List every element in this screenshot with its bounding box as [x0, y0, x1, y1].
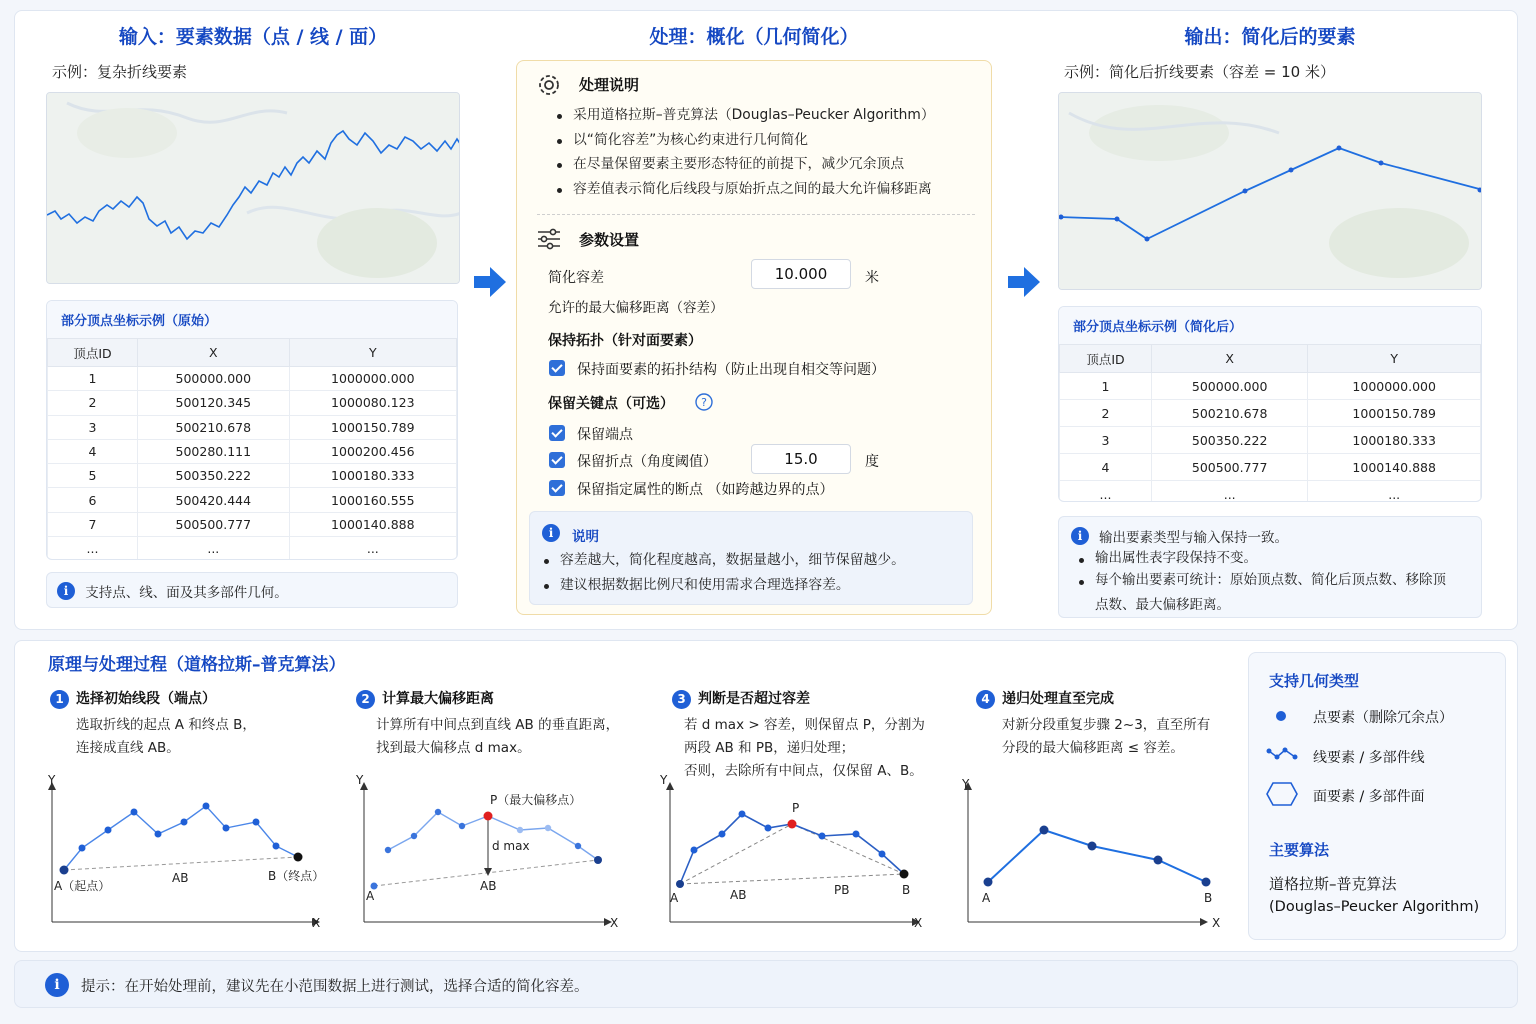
step-2-diagram: [346, 770, 636, 932]
sliders-icon: [535, 225, 563, 253]
step-3-diagram: [650, 770, 940, 932]
x-axis-label: X: [914, 916, 923, 930]
label-pb: PB: [834, 883, 850, 897]
header-id: 顶点ID: [1060, 345, 1152, 373]
desc-list: [553, 103, 935, 201]
step-1-title: 1 选择初始线段（端点）: [50, 688, 216, 709]
info-icon: i: [1071, 527, 1089, 545]
topology-label: 保持拓扑（针对面要素）: [548, 333, 702, 349]
tip-text: 提示：在开始处理前，建议先在小范围数据上进行测试，选择合适的简化容差。: [81, 979, 589, 995]
table-row: [1060, 373, 1481, 400]
table-cell: 500000.000: [1152, 373, 1308, 400]
input-title: 输入：要素数据（点 / 线 / 面）: [118, 26, 388, 48]
table-cell: 500210.678: [1152, 400, 1308, 427]
keep-breaks-checkbox[interactable]: [549, 480, 565, 496]
output-coord-table: [1058, 306, 1482, 502]
process-note: [529, 511, 973, 605]
table-cell: 1000150.789: [1308, 400, 1481, 427]
y-axis-label: Y: [962, 777, 970, 791]
y-axis-label: Y: [356, 773, 364, 787]
table-cell: 3: [48, 415, 138, 439]
table-cell: 2: [1060, 400, 1152, 427]
type-line: 线要素 / 多部件线: [1313, 750, 1425, 766]
step-4-title: 4 递归处理直至完成: [976, 688, 1114, 709]
table-cell: ...: [138, 537, 290, 560]
table-cell: 6: [48, 488, 138, 512]
table-cell: 500500.777: [138, 512, 290, 536]
table-row: [48, 367, 457, 391]
table-row: [48, 537, 457, 560]
table-cell: 500500.777: [1152, 454, 1308, 481]
input-coord-table: [46, 300, 458, 560]
label-a-start: A（起点）: [54, 879, 111, 893]
output-note-first: 输出要素类型与输入保持一致。: [1099, 530, 1288, 546]
table-cell: 500000.000: [138, 367, 290, 391]
step-2-title: 2 计算最大偏移距离: [356, 688, 494, 709]
table-cell: ...: [1308, 481, 1481, 503]
label-b: B: [1204, 891, 1213, 905]
help-icon[interactable]: [694, 392, 714, 412]
header-id: 顶点ID: [48, 339, 138, 367]
header-y: Y: [289, 339, 456, 367]
table-row: [1060, 454, 1481, 481]
type-point: 点要素（删除冗余点）: [1313, 710, 1453, 726]
table-cell: ...: [1060, 481, 1152, 503]
label-p-max: P（最大偏移点）: [490, 793, 582, 807]
label-ab: AB: [480, 879, 497, 893]
list-item: 建议根据数据比例尺和使用需求合理选择容差。: [540, 573, 905, 598]
list-item: 在尽量保留要素主要形态特征的前提下，减少冗余顶点: [553, 152, 935, 177]
label-a: A: [366, 889, 375, 903]
table-row: [1060, 427, 1481, 454]
polyline-icon: [1265, 745, 1299, 763]
table-row: [1060, 481, 1481, 503]
input-example-label: 示例：复杂折线要素: [52, 63, 188, 81]
polygon-icon: [1265, 781, 1299, 807]
list-item: 容差值表示简化后线段与原始折点之间的最大允许偏移距离: [553, 177, 935, 202]
list-item: 以“简化容差”为核心约束进行几何简化: [553, 128, 935, 153]
output-note: [1058, 516, 1482, 618]
table-cell: 1000180.333: [1308, 427, 1481, 454]
table-row: [48, 415, 457, 439]
table-cell: 1000000.000: [289, 367, 456, 391]
table-row: [48, 464, 457, 488]
label-b-end: B（终点）: [268, 869, 325, 883]
keep-bends-label: 保留折点（角度阈值）: [577, 454, 717, 470]
tip-bar: [14, 960, 1518, 1008]
svg-text:?: ?: [701, 396, 707, 409]
table-cell: ...: [1152, 481, 1308, 503]
list-item: 采用道格拉斯–普克算法（Douglas–Peucker Algorithm）: [553, 103, 935, 128]
output-map: [1058, 92, 1482, 290]
step-3-text: 若 d max > 容差，则保留点 P，分割为 两段 AB 和 PB，递归处理； 否则，去除所有中间点，仅保留 A、B。: [684, 717, 925, 779]
table-cell: ...: [48, 537, 138, 560]
label-dmax: d max: [492, 839, 530, 853]
table-cell: 1000200.456: [289, 439, 456, 463]
step-4-diagram: [956, 770, 1228, 932]
table-cell: 1: [1060, 373, 1152, 400]
input-map: [46, 92, 460, 284]
keep-endpoints-checkbox[interactable]: [549, 425, 565, 441]
label-ab: AB: [730, 888, 747, 902]
step-1-text: 选取折线的起点 A 和终点 B， 连接成直线 AB。: [76, 717, 256, 756]
input-table: [47, 338, 457, 560]
table-row: [48, 391, 457, 415]
label-ab: AB: [172, 871, 189, 885]
table-row: [48, 439, 457, 463]
table-cell: 500420.444: [138, 488, 290, 512]
desc-heading: 处理说明: [579, 76, 640, 94]
gear-icon: [535, 71, 563, 99]
type-polygon: 面要素 / 多部件面: [1313, 789, 1425, 805]
output-example-label: 示例：简化后折线要素（容差 = 10 米）: [1064, 63, 1335, 81]
divider: [537, 214, 975, 215]
tolerance-hint: 允许的最大偏移距离（容差）: [548, 300, 724, 316]
info-icon: i: [45, 973, 69, 997]
info-icon: i: [542, 524, 560, 542]
geometry-side-panel: [1248, 652, 1506, 940]
topology-checkbox[interactable]: [549, 360, 565, 376]
table-cell: 5: [48, 464, 138, 488]
table-cell: 1000000.000: [1308, 373, 1481, 400]
input-table-caption: 部分顶点坐标示例（原始）: [47, 301, 457, 338]
table-row: [48, 488, 457, 512]
table-cell: 1000140.888: [289, 512, 456, 536]
header-y: Y: [1308, 345, 1481, 373]
table-cell: 500350.222: [1152, 427, 1308, 454]
keep-endpoints-label: 保留端点: [577, 427, 633, 443]
process-panel: [516, 60, 992, 615]
tolerance-label: 简化容差: [548, 270, 604, 286]
table-cell: 1000180.333: [289, 464, 456, 488]
output-table-caption: 部分顶点坐标示例（简化后）: [1059, 307, 1481, 344]
note-heading: 说明: [572, 529, 599, 545]
algo-name-en: (Douglas–Peucker Algorithm): [1269, 899, 1480, 915]
table-cell: 1000160.555: [289, 488, 456, 512]
output-note-item: 每个输出要素可统计：原始顶点数、简化后顶点数、移除顶: [1075, 569, 1446, 591]
info-icon: i: [57, 582, 75, 600]
table-cell: 4: [1060, 454, 1152, 481]
input-note: [46, 572, 458, 608]
point-icon: [1269, 707, 1295, 725]
y-axis-label: Y: [660, 773, 668, 787]
tolerance-unit: 米: [865, 270, 879, 286]
principle-title: 原理与处理过程（道格拉斯–普克算法）: [48, 655, 346, 675]
process-title: 处理：概化（几何简化）: [649, 26, 859, 48]
list-item: 容差越大，简化程度越高，数据量越小，细节保留越少。: [540, 548, 905, 573]
step-2-text: 计算所有中间点到直线 AB 的垂直距离， 找到最大偏移点 d max。: [376, 717, 620, 756]
header-x: X: [1152, 345, 1308, 373]
algo-heading: 主要算法: [1269, 841, 1330, 859]
note-list: [540, 548, 905, 597]
x-axis-label: X: [1212, 916, 1221, 930]
angle-input[interactable]: 15.0: [751, 444, 851, 474]
input-note-text: 支持点、线、面及其多部件几何。: [85, 585, 288, 601]
x-axis-label: X: [312, 916, 321, 930]
output-title: 输出：简化后的要素: [1184, 26, 1356, 48]
table-row: [48, 512, 457, 536]
tolerance-input[interactable]: 10.000: [751, 259, 851, 289]
keep-bends-checkbox[interactable]: [549, 452, 565, 468]
param-heading: 参数设置: [579, 231, 640, 249]
angle-unit: 度: [865, 454, 879, 470]
x-axis-label: X: [610, 916, 619, 930]
arrow-right-icon: [472, 264, 508, 300]
y-axis-label: Y: [48, 773, 56, 787]
label-a: A: [982, 891, 991, 905]
step-3-title: 3 判断是否超过容差: [672, 688, 810, 709]
table-cell: 1000080.123: [289, 391, 456, 415]
header-x: X: [138, 339, 290, 367]
table-cell: 1: [48, 367, 138, 391]
label-b: B: [902, 883, 911, 897]
step-4-text: 对新分段重复步骤 2~3，直至所有 分段的最大偏移距离 ≤ 容差。: [1002, 717, 1211, 756]
keypoint-label: 保留关键点（可选）: [548, 396, 674, 412]
label-a: A: [670, 891, 679, 905]
table-cell: 7: [48, 512, 138, 536]
output-note-list: [1075, 547, 1446, 591]
label-p: P: [792, 801, 800, 815]
output-note-item: 输出属性表字段保持不变。: [1075, 547, 1446, 569]
output-table: [1059, 344, 1481, 502]
table-cell: 500280.111: [138, 439, 290, 463]
arrow-right-icon: [1006, 264, 1042, 300]
topology-option: 保持面要素的拓扑结构（防止出现自相交等问题）: [577, 362, 885, 378]
output-note-wrap: 点数、最大偏移距离。: [1095, 597, 1230, 613]
table-cell: 500350.222: [138, 464, 290, 488]
table-row: [1060, 400, 1481, 427]
table-cell: 500210.678: [138, 415, 290, 439]
types-heading: 支持几何类型: [1269, 672, 1360, 690]
table-cell: 500120.345: [138, 391, 290, 415]
table-cell: ...: [289, 537, 456, 560]
table-cell: 3: [1060, 427, 1152, 454]
keep-breaks-label: 保留指定属性的断点 （如跨越边界的点）: [577, 482, 834, 498]
table-cell: 4: [48, 439, 138, 463]
table-cell: 1000140.888: [1308, 454, 1481, 481]
table-cell: 1000150.789: [289, 415, 456, 439]
table-cell: 2: [48, 391, 138, 415]
algo-name: 道格拉斯–普克算法: [1269, 875, 1397, 893]
step-1-diagram: [40, 770, 340, 932]
